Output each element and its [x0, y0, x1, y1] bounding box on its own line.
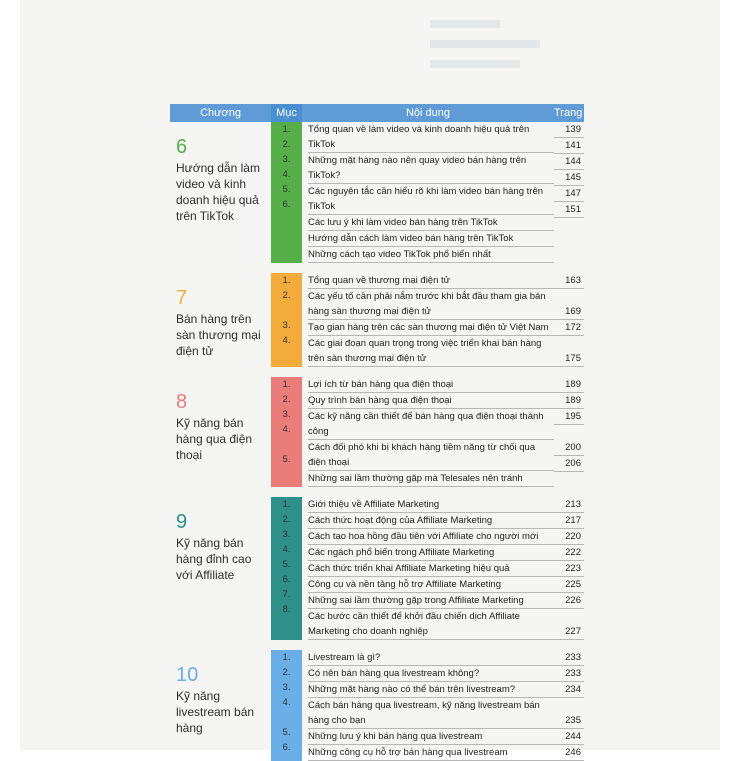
- section-page-column: [554, 377, 584, 487]
- section-title[interactable]: Cách tạo hoa hồng đầu tiên với Affiliate cho người mới: [308, 529, 554, 545]
- section-title[interactable]: Các bước cần thiết để khởi đầu chiến dịch Affiliate Marketing cho doanh nghiệp: [308, 609, 554, 640]
- section-title[interactable]: Công cụ và nền tảng hỗ trợ Affiliate Marketing: [308, 577, 554, 593]
- section-number: 4.: [282, 697, 291, 708]
- section-number: 2.: [282, 290, 291, 301]
- section-title[interactable]: Tổng quan về thương mại điện tử: [308, 273, 554, 289]
- section-title[interactable]: Các ngách phổ biến trong Affiliate Marketing: [308, 545, 554, 561]
- chapter-number: 6: [176, 136, 188, 158]
- section-page-number[interactable]: 235: [554, 698, 584, 729]
- section-number: 5.: [282, 184, 291, 195]
- section-title[interactable]: Các lưu ý khi làm video bán hàng trên TikTok: [308, 215, 554, 231]
- section-page-number[interactable]: 144: [554, 154, 584, 170]
- section-page-number[interactable]: 151: [554, 202, 584, 218]
- section-number: 2.: [282, 394, 291, 405]
- section-number: 3.: [282, 529, 291, 540]
- chapter-title: Kỹ năng bán hàng qua điện thoại: [176, 416, 253, 462]
- chapter-number: 8: [176, 391, 188, 413]
- chapter-separator: [170, 263, 584, 273]
- section-page-column: [554, 650, 584, 761]
- section-number-column: [271, 497, 302, 640]
- section-page-number[interactable]: 172: [554, 320, 584, 336]
- section-page-number[interactable]: 213: [554, 497, 584, 513]
- chapter-cell: [170, 122, 271, 263]
- chapter-cell: [170, 497, 271, 640]
- section-number: 3.: [282, 409, 291, 420]
- section-page-number[interactable]: 200: [554, 425, 584, 456]
- section-number: 2.: [282, 667, 291, 678]
- section-number: 6.: [282, 574, 291, 585]
- section-title[interactable]: Những sai lầm thường gặp mà Telesales nên tránh: [308, 471, 554, 487]
- section-number: 4.: [282, 544, 291, 555]
- section-content-column: [302, 273, 554, 367]
- section-page-number[interactable]: 225: [554, 577, 584, 593]
- section-title[interactable]: Các kỹ năng cần thiết để bán hàng qua điện thoại thành công: [308, 409, 554, 440]
- header-section: Mục: [271, 104, 302, 122]
- section-title[interactable]: Những mặt hàng nào có thể bán trên livestream?: [308, 682, 554, 698]
- chapter-block: [170, 273, 584, 367]
- section-title[interactable]: Các giai đoạn quan trọng trong việc triển khai bán hàng trên sàn thương mại điện tử: [308, 336, 554, 367]
- section-title[interactable]: Tổng quan về làm video và kinh doanh hiệu quả trên TikTok: [308, 122, 554, 153]
- section-page-number[interactable]: 227: [554, 609, 584, 640]
- section-number-column: [271, 122, 302, 263]
- section-page-number[interactable]: 223: [554, 561, 584, 577]
- section-page-number[interactable]: 175: [554, 336, 584, 367]
- section-page-number[interactable]: 217: [554, 513, 584, 529]
- section-title[interactable]: Cách thức hoạt động của Affiliate Marketing: [308, 513, 554, 529]
- section-number: 2.: [282, 514, 291, 525]
- section-content-column: [302, 377, 554, 487]
- chapter-separator: [170, 640, 584, 650]
- section-page-number[interactable]: 189: [554, 377, 584, 393]
- section-page-number[interactable]: 206: [554, 456, 584, 472]
- section-title[interactable]: Các yếu tố cần phải nắm trước khi bắt đầu tham gia bán hàng sàn thương mại điện tử: [308, 289, 554, 320]
- section-title[interactable]: Những mặt hàng nào nên quay video bán hàng trên TikTok?: [308, 153, 554, 184]
- section-number: 4.: [282, 335, 291, 346]
- toc-body: [170, 122, 584, 761]
- section-title[interactable]: Có nên bán hàng qua livestream không?: [308, 666, 554, 682]
- section-number: 3.: [282, 320, 291, 331]
- toc-header-row: [170, 104, 584, 122]
- chapter-title: Hướng dẫn làm video và kinh doanh hiệu quả trên TikTok: [176, 161, 260, 223]
- section-title[interactable]: Cách đối phó khi bị khách hàng tiềm năng từ chối qua điện thoại: [308, 440, 554, 471]
- section-title[interactable]: Các nguyên tắc cần hiểu rõ khi làm video bán hàng trên TikTok: [308, 184, 554, 215]
- section-number: 2.: [282, 139, 291, 150]
- section-page-number[interactable]: 246: [554, 745, 584, 761]
- section-number: 6.: [282, 199, 291, 210]
- chapter-cell: [170, 377, 271, 487]
- section-number: 5.: [282, 727, 291, 738]
- chapter-title: Kỹ năng bán hàng đỉnh cao với Affiliate: [176, 536, 252, 582]
- section-page-number[interactable]: 139: [554, 122, 584, 138]
- chapter-cell: [170, 273, 271, 367]
- chapter-number: 7: [176, 287, 188, 309]
- section-number: 1.: [282, 379, 291, 390]
- section-number: 5.: [282, 559, 291, 570]
- section-title[interactable]: Lợi ích từ bán hàng qua điện thoại: [308, 377, 554, 393]
- section-page-number[interactable]: 141: [554, 138, 584, 154]
- chapter-title: Kỹ năng livestream bán hàng: [176, 689, 255, 735]
- section-page-column: [554, 122, 584, 263]
- section-number: 1.: [282, 124, 291, 135]
- section-number: 5.: [282, 454, 291, 465]
- chapter-number: 10: [176, 664, 199, 686]
- section-number: 1.: [282, 499, 291, 510]
- section-page-number[interactable]: 226: [554, 593, 584, 609]
- section-title[interactable]: Những sai lầm thường gặp trong Affiliate Marketing: [308, 593, 554, 609]
- section-title[interactable]: Livestream là gì?: [308, 650, 554, 666]
- section-page-number[interactable]: 195: [554, 409, 584, 425]
- section-title[interactable]: Tạo gian hàng trên các sàn thương mại điện tử Việt Nam: [308, 320, 554, 336]
- page-bleedthrough: [420, 0, 720, 95]
- section-number-column: [271, 650, 302, 761]
- section-title[interactable]: Hướng dẫn cách làm video bán hàng trên TikTok: [308, 231, 554, 247]
- chapter-block: [170, 650, 584, 761]
- header-chapter: Chương: [170, 104, 271, 122]
- table-of-contents: [170, 104, 584, 761]
- section-title[interactable]: Cách bán hàng qua livestream, kỹ năng livestream bán hàng cho bạn: [308, 698, 554, 729]
- section-content-column: [302, 650, 554, 761]
- section-title[interactable]: Quy trình bán hàng qua điện thoại: [308, 393, 554, 409]
- section-number: 1.: [282, 275, 291, 286]
- section-number: 3.: [282, 154, 291, 165]
- section-number: 7.: [282, 589, 291, 600]
- section-title[interactable]: Cách thức triển khai Affiliate Marketing hiệu quả: [308, 561, 554, 577]
- section-title[interactable]: Những cách tạo video TikTok phổ biến nhất: [308, 247, 554, 263]
- section-page-number[interactable]: 222: [554, 545, 584, 561]
- chapter-separator: [170, 367, 584, 377]
- section-content-column: [302, 497, 554, 640]
- section-page-number[interactable]: 169: [554, 289, 584, 320]
- section-page-column: [554, 497, 584, 640]
- chapter-title: Bán hàng trên sàn thương mại điện tử: [176, 312, 261, 358]
- section-title[interactable]: Những lưu ý khi bán hàng qua livestream: [308, 729, 554, 745]
- section-page-number[interactable]: 147: [554, 186, 584, 202]
- section-number: 4.: [282, 424, 291, 435]
- chapter-block: [170, 122, 584, 263]
- section-page-number[interactable]: 244: [554, 729, 584, 745]
- chapter-cell: [170, 650, 271, 761]
- chapter-number: 9: [176, 511, 188, 533]
- section-page-number[interactable]: 220: [554, 529, 584, 545]
- section-number: 8.: [282, 604, 291, 615]
- section-title[interactable]: Những công cụ hỗ trợ bán hàng qua livestream: [308, 745, 554, 761]
- section-page-number[interactable]: 163: [554, 273, 584, 289]
- section-page-column: [554, 273, 584, 367]
- section-number-column: [271, 377, 302, 487]
- section-content-column: [302, 122, 554, 263]
- section-title[interactable]: Giới thiệu về Affiliate Marketing: [308, 497, 554, 513]
- header-page: Trang: [554, 104, 584, 122]
- section-page-number[interactable]: 233: [554, 650, 584, 666]
- section-number: 6.: [282, 742, 291, 753]
- section-number: 4.: [282, 169, 291, 180]
- section-page-number[interactable]: 233: [554, 666, 584, 682]
- chapter-block: [170, 377, 584, 487]
- section-page-number[interactable]: 234: [554, 682, 584, 698]
- chapter-separator: [170, 487, 584, 497]
- section-page-number[interactable]: 145: [554, 170, 584, 186]
- header-content: Nội dung: [302, 104, 554, 122]
- section-page-number[interactable]: 189: [554, 393, 584, 409]
- section-number-column: [271, 273, 302, 367]
- section-number: 3.: [282, 682, 291, 693]
- section-number: 1.: [282, 652, 291, 663]
- chapter-block: [170, 497, 584, 640]
